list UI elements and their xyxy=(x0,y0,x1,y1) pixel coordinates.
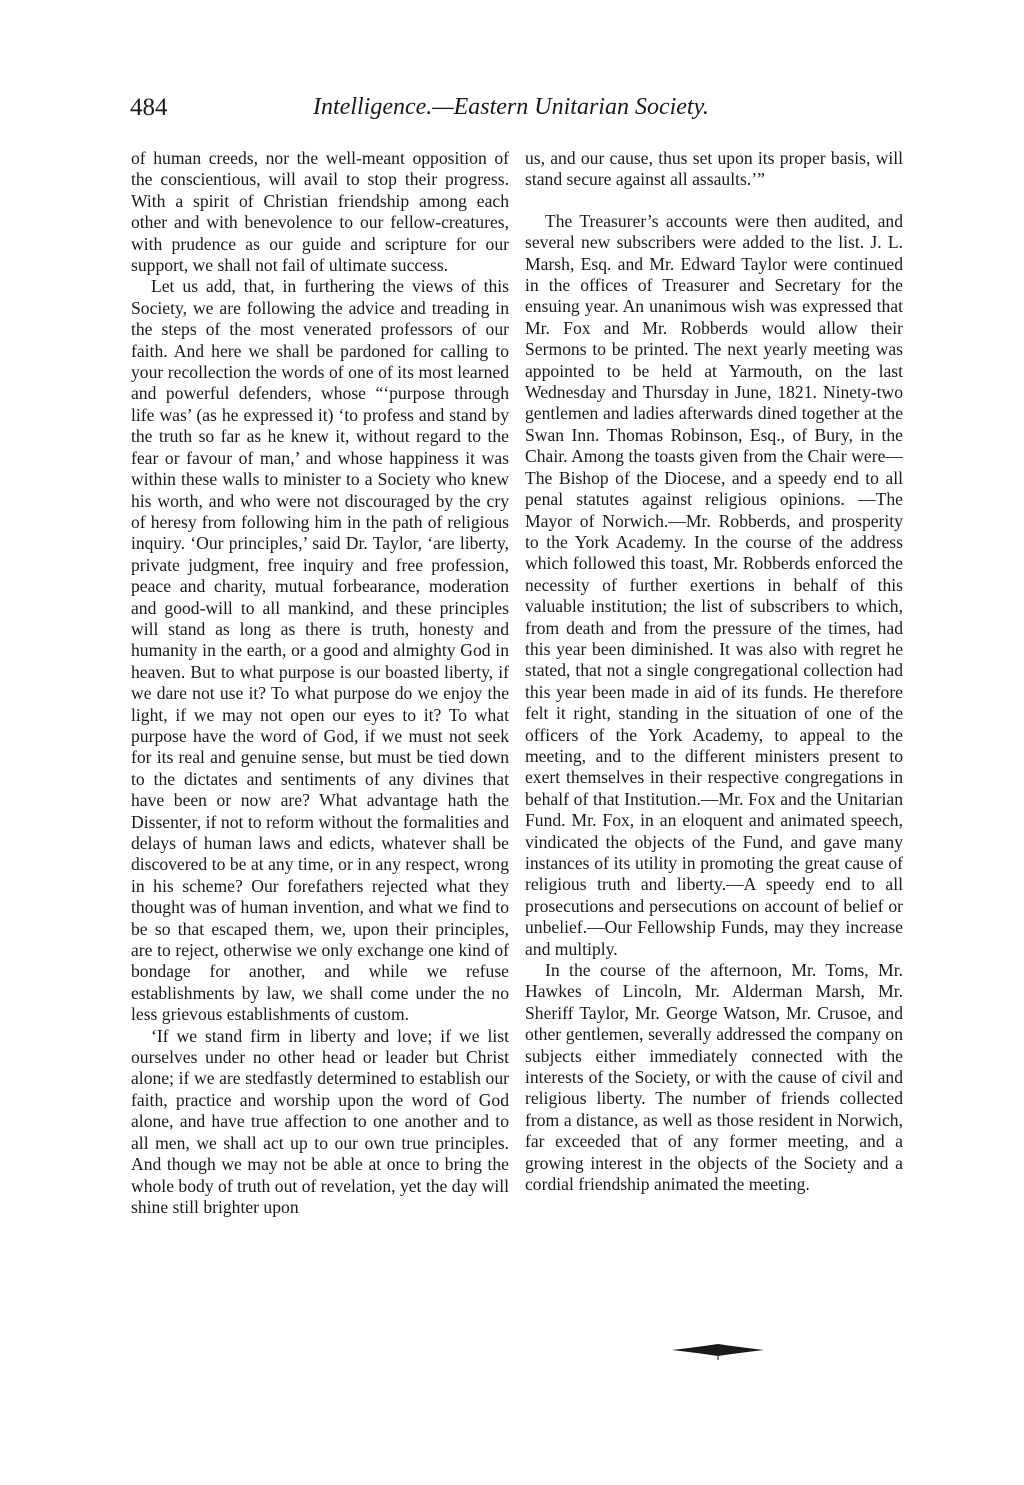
right-paragraph-3: In the course of the afternoon, Mr. Toms, Mr. Hawkes of Lincoln, Mr. Alderman Marsh, Mr. Sheriff Taylor, Mr. George Watson, Mr. Crusoe, and other gentlemen, severally addressed the company on subjects either immediately connected with the interests of the Society, or with the cause of civil and religious liberty. The number of friends collected from a distance, as well as those resident in Norwich, far exceeded that of any former meeting, and a growing interest in the objects of the Society and a cordial friendship animated the meeting. xyxy=(525,960,903,1195)
left-paragraph-2: Let us add, that, in furthering the views of this Society, we are following the advice and treading in the steps of the most venerated professors of our faith. And here we shall be pardoned for calling to your recollection the words of one of its most learned and powerful defenders, whose “‘purpose through life was’ (as he expressed it) ‘to profess and stand by the truth so far as he knew it, without regard to the fear or favour of man,’ and whose happiness it was within these walls to minister to a Society who knew his worth, and who were not discouraged by the cry of heresy from following him in the path of religious inquiry. ‘Our principles,’ said Dr. Taylor, ‘are liberty, private judgment, free inquiry and free profession, peace and charity, mutual forbearance, moderation and good-will to all mankind, and these principles will stand as long as there is truth, honesty and humanity in the earth, or a good and almighty God in heaven. But to what purpose is our boasted liberty, if we dare not use it? To what purpose do we enjoy the light, if we may not open our eyes to it? To what purpose have the word of God, if we must not seek for its real and genuine sense, but must be tied down to the dictates and sentiments of any divines that have been or now are? What advantage hath the Dissenter, if not to reform without the formalities and delays of human laws and edicts, whatever shall be discovered to be at any time, or in any respect, wrong in his scheme? Our forefathers rejected what they thought was of human invention, and what we find to be so that escaped them, we, upon their principles, are to reject, otherwise we only exchange one kind of bondage for another, and while we refuse establishments by law, we shall come under the no less grievous establishments of custom. xyxy=(131,276,509,1025)
left-paragraph-3: ‘If we stand firm in liberty and love; if we list ourselves under no other head or leader but Christ alone; if we are stedfastly determined to establish our faith, practice and worship upon the word of God alone, and have true affection to one another and to all men, we shall act up to our own true principles. And though we may not be able at once to bring the whole body of truth out of revelation, yet the day will shine still brighter upon xyxy=(131,1025,509,1217)
right-paragraph-1: us, and our cause, thus set upon its proper basis, will stand secure against all assaults.’” xyxy=(525,148,903,190)
page-number: 484 xyxy=(130,94,168,121)
left-paragraph-1: of human creeds, nor the well-meant opposition of the conscientious, will avail to stop their progress. With a spirit of Christian friendship among each other and with benevolence to our fellow-creatures, with prudence as our guide and scripture for our support, we shall not fail of ultimate success. xyxy=(131,148,509,276)
right-column xyxy=(525,148,903,1196)
page-header xyxy=(130,88,920,128)
running-title: Intelligence.—Eastern Unitarian Society. xyxy=(313,94,709,120)
right-paragraph-2: The Treasurer’s accounts were then audited, and several new subscribers were added to the list. J. L. Marsh, Esq. and Mr. Edward Taylor were continued in the offices of Treasurer and Secretary for the ensuing year. An unanimous wish was expressed that Mr. Fox and Mr. Robberds would allow their Sermons to be printed. The next yearly meeting was appointed to be held at Yarmouth, on the last Wednesday and Thursday in June, 1821. Ninety-two gentlemen and ladies afterwards dined together at the Swan Inn. Thomas Robinson, Esq., of Bury, in the Chair. Among the toasts given from the Chair were—The Bishop of the Diocese, and a speedy end to all penal statutes against religious opinions. —The Mayor of Norwich.—Mr. Robberds, and prosperity to the York Academy. In the course of the address which followed this toast, Mr. Robberds enforced the necessity of further exertions in behalf of this valuable institution; the list of subscribers to which, from death and from the pressure of the times, had this year been diminished. It was also with regret he stated, that not a single congregational collection had this year been made in aid of its funds. He therefore felt it right, standing in the situation of one of the officers of the York Academy, to appeal to the meeting, and to the different ministers present to exert themselves in their respective congregations in behalf of that Institution.—Mr. Fox and the Unitarian Fund. Mr. Fox, in an eloquent and animated speech, vindicated the objects of the Fund, and gave many instances of its utility in promoting the great cause of religious truth and liberty.—A speedy end to all prosecutions and persecutions on account of belief or unbelief.—Our Fellowship Funds, may they increase and multiply. xyxy=(525,210,903,959)
left-column xyxy=(131,148,509,1218)
section-end-ornament xyxy=(668,1338,768,1362)
